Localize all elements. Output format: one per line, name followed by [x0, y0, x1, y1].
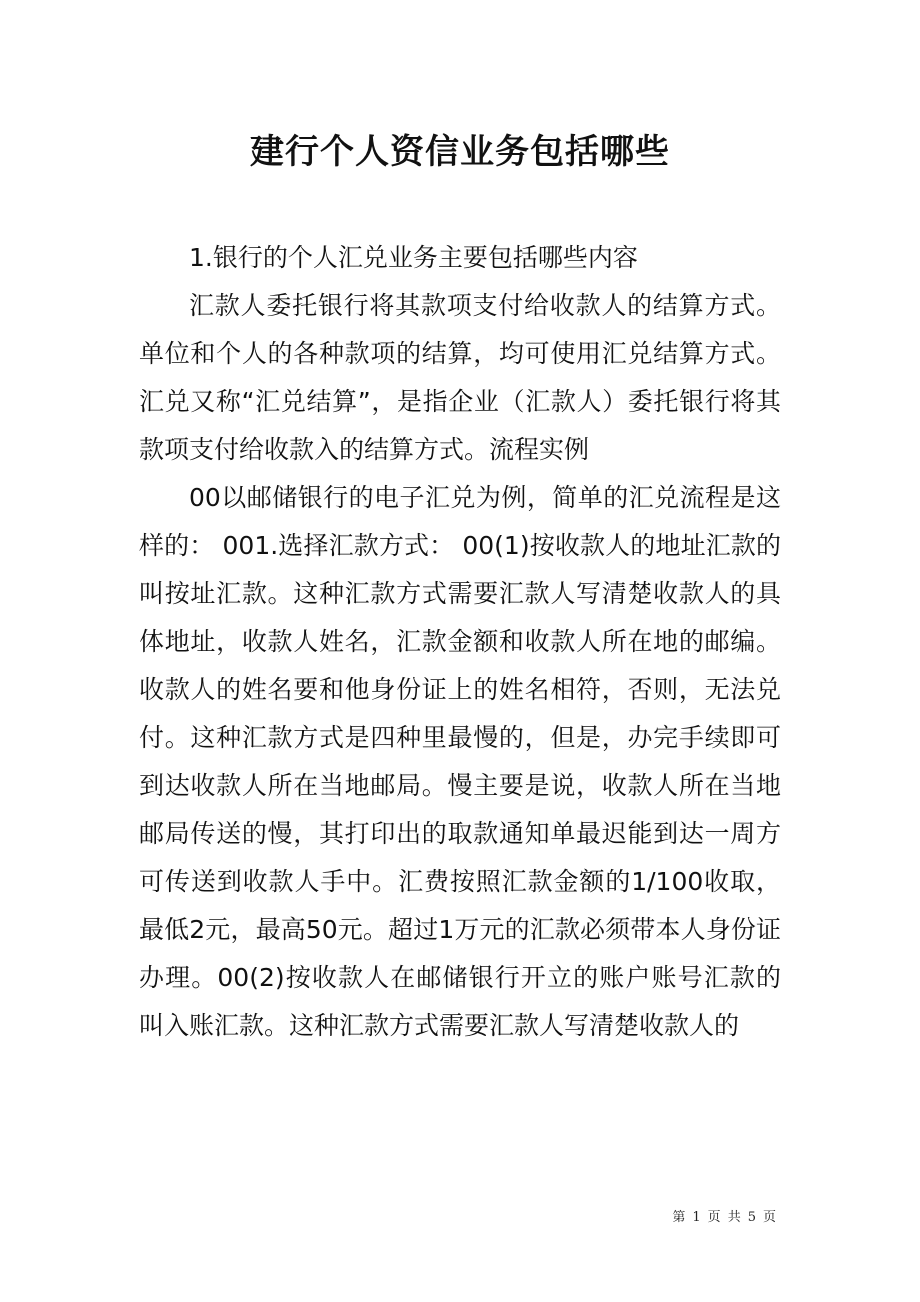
- page-footer: [669, 1206, 780, 1225]
- paragraph-definition: 汇款人委托银行将其款项支付给收款人的结算方式。单位和个人的各种款项的结算，均可使用汇兑结算方式。汇兑又称“汇兑结算”，是指企业（汇款人）委托银行将其款项支付给收款入的结算方式。流程实例: [139, 291, 781, 464]
- paragraph-heading: 1.银行的个人汇兑业务主要包括哪些内容: [189, 243, 638, 272]
- paragraph-process: 00以邮储银行的电子汇兑为例，简单的汇兑流程是这样的： 001.选择汇款方式： 00(1)按收款人的地址汇款的叫按址汇款。这种汇款方式需要汇款人写清楚收款人的具体地址，收款人姓名，汇款金额和收款人所在地的邮编。收款人的姓名要和他身份证上的姓名相符，否则，无法兑付。这种汇款方式是四种里最慢的，但是，办完手续即可到达收款人所在当地邮局。慢主要是说，收款人所在当地邮局传送的慢，其打印出的取款通知单最迟能到达一周方可传送到收款人手中。汇费按照汇款金额的1/100收取，最低2元，最高50元。超过1万元的汇款必须带本人身份证办理。00(2)按收款人在邮储银行开立的账户账号汇款的叫入账汇款。这种汇款方式需要汇款人写清楚收款人的: [139, 483, 781, 1040]
- footer-ye: 页: [707, 1210, 722, 1225]
- footer-di: 第: [672, 1210, 687, 1225]
- document-title: 建行个人资信业务包括哪些: [250, 132, 670, 172]
- footer-ye-2: 页: [762, 1210, 777, 1225]
- footer-total-pages: 5: [747, 1210, 757, 1225]
- document-body: [139, 234, 781, 1050]
- footer-gong: 共: [727, 1210, 742, 1225]
- footer-page-number: 1: [692, 1210, 702, 1225]
